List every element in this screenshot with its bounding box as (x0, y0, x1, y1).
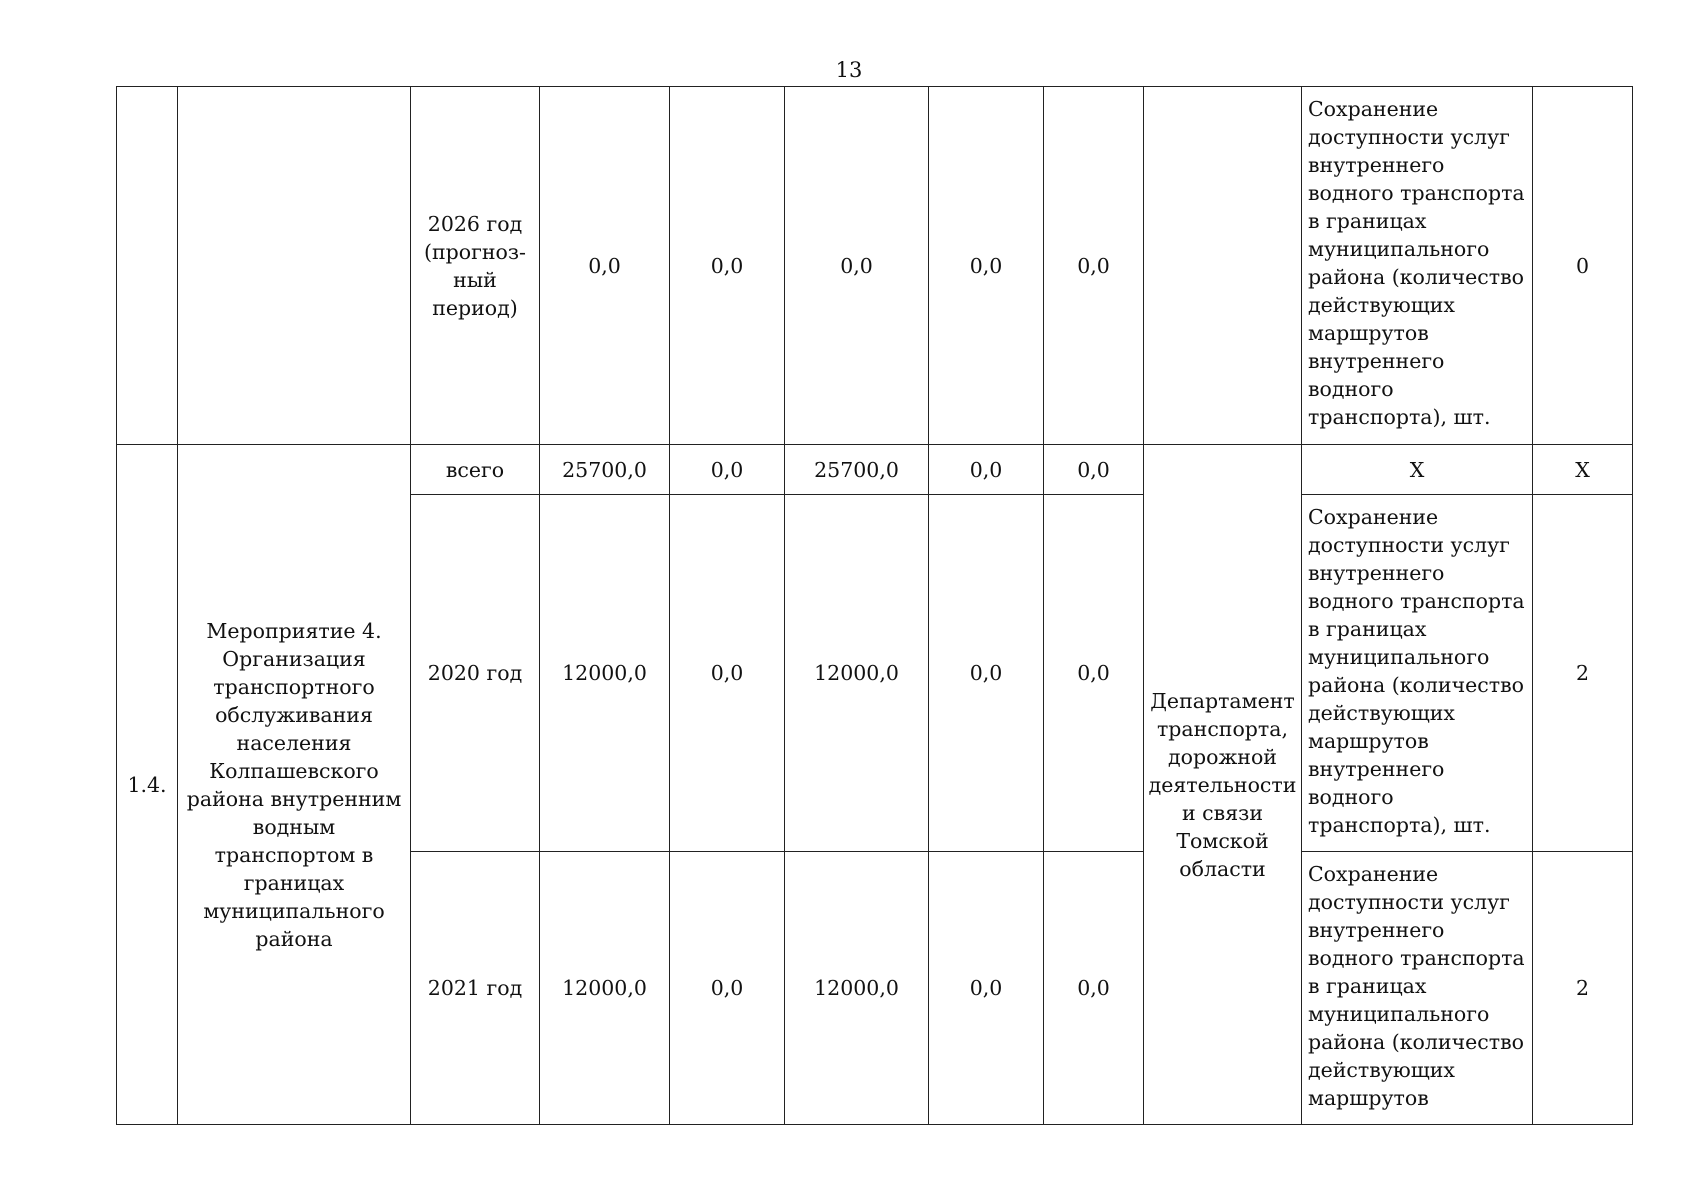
extrabudget-cell: 0,0 (1044, 852, 1144, 1125)
item-number-cell: 1.4. (117, 445, 178, 1125)
result-name-cell: Сохранение доступности услуг внутреннего водного транспорта в границах муниципального района (количество действующих маршрутов внутреннего водного транспорта), шт. (1302, 495, 1533, 852)
period-label: 2026 год (прогноз- ный период) (424, 211, 526, 320)
extrabudget-cell: 0,0 (1044, 87, 1144, 445)
item-name-cell (178, 87, 411, 445)
result-value-cell: 2 (1533, 495, 1633, 852)
total-cell: 12000,0 (540, 495, 670, 852)
total-cell: 25700,0 (540, 445, 670, 495)
federal-cell: 0,0 (670, 852, 785, 1125)
table-row (117, 445, 1633, 495)
result-value-cell: 2 (1533, 852, 1633, 1125)
extrabudget-cell: 0,0 (1044, 495, 1144, 852)
total-cell: 12000,0 (540, 852, 670, 1125)
result-name-cell: Сохранение доступности услуг внутреннего водного транспорта в границах муниципального района (количество действующих маршрутов (1302, 852, 1533, 1125)
period-cell: всего (411, 445, 540, 495)
extrabudget-cell: 0,0 (1044, 445, 1144, 495)
regional-cell: 25700,0 (785, 445, 929, 495)
period-cell: 2021 год (411, 852, 540, 1125)
regional-cell: 12000,0 (785, 495, 929, 852)
result-value-cell: 0 (1533, 87, 1633, 445)
item-name-cell: Мероприятие 4. Организация транспортного обслуживания населения Колпашевского района внутренним водным транспортом в границах муниципального района (178, 445, 411, 1125)
funding-table (116, 86, 1633, 1125)
executor-cell: Департамент транспорта, дорожной деятельности и связи Томской области (1144, 445, 1302, 1125)
result-value-cell: Х (1533, 445, 1633, 495)
table-row (117, 87, 1633, 445)
federal-cell: 0,0 (670, 87, 785, 445)
regional-cell: 0,0 (785, 87, 929, 445)
local-cell: 0,0 (929, 445, 1044, 495)
local-cell: 0,0 (929, 852, 1044, 1125)
federal-cell: 0,0 (670, 445, 785, 495)
page-number: 13 (835, 58, 863, 82)
item-number-cell (117, 87, 178, 445)
regional-cell: 12000,0 (785, 852, 929, 1125)
executor-cell (1144, 87, 1302, 445)
period-cell (411, 87, 540, 445)
result-name-cell: Сохранение доступности услуг внутреннего водного транспорта в границах муниципального района (количество действующих маршрутов внутреннего водного транспорта), шт. (1302, 87, 1533, 445)
total-cell: 0,0 (540, 87, 670, 445)
result-name-cell: Х (1302, 445, 1533, 495)
local-cell: 0,0 (929, 87, 1044, 445)
local-cell: 0,0 (929, 495, 1044, 852)
period-cell: 2020 год (411, 495, 540, 852)
federal-cell: 0,0 (670, 495, 785, 852)
